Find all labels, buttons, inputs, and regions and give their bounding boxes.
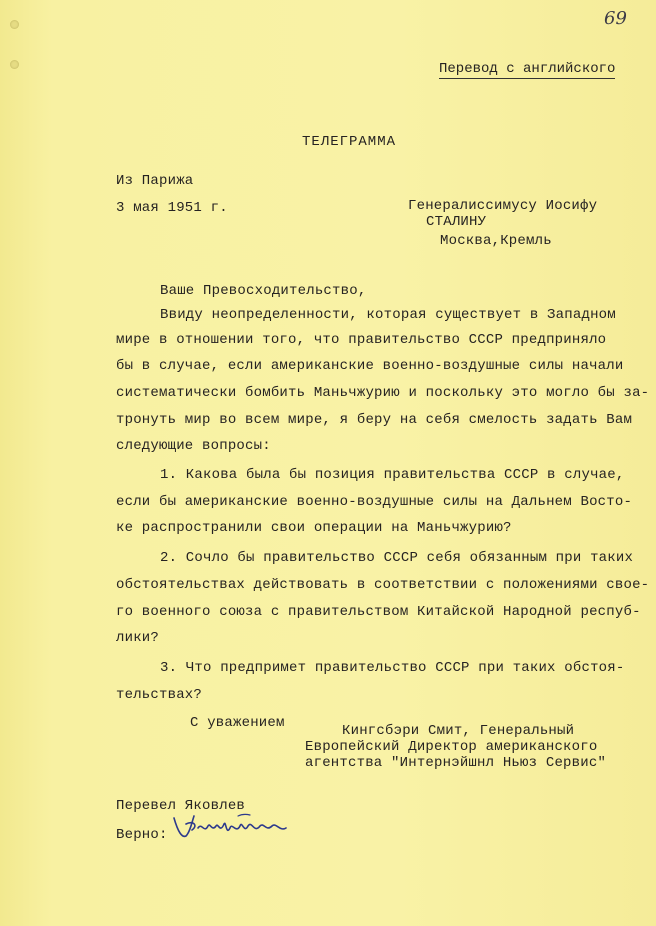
sender-line-2: Европейский Директор американского xyxy=(305,739,598,755)
question-1-line: 1. Какова была бы позиция правительства СССР в случае, xyxy=(160,467,625,483)
question-2-line: лики? xyxy=(116,630,160,646)
date-line: 3 мая 1951 г. xyxy=(116,200,228,216)
translation-note: Перевод с английского xyxy=(439,61,616,77)
recipient-line-2: СТАЛИНУ xyxy=(426,214,487,230)
question-1-line: ке распространили свои операции на Маньчжурию? xyxy=(116,520,512,536)
question-3-line: тельствах? xyxy=(116,687,203,703)
question-2-line: 2. Сочло бы правительство СССР себя обязанным при таких xyxy=(160,550,634,566)
question-1-line: если бы американские военно-воздушные силы на Дальнем Восто- xyxy=(116,494,633,510)
sender-line-3: агентства "Интернэйшнл Ньюз Сервис" xyxy=(305,755,607,771)
punch-hole xyxy=(10,20,19,29)
verified-label: Верно: xyxy=(116,827,168,843)
question-3-line: 3. Что предпримет правительство СССР при таких обстоя- xyxy=(160,660,625,676)
origin-line: Из Парижа xyxy=(116,173,194,189)
closing-regards: С уважением xyxy=(190,715,285,731)
paragraph-line: следующие вопросы: xyxy=(116,438,271,454)
translator-line: Перевел Яковлев xyxy=(116,798,246,814)
paragraph-line: бы в случае, если американские военно-воздушные силы начали xyxy=(116,358,624,374)
handwritten-signature xyxy=(168,808,298,844)
salutation: Ваше Превосходительство, xyxy=(160,283,367,299)
question-2-line: обстоятельствах действовать в соответствии с положениями свое- xyxy=(116,577,650,593)
recipient-line-1: Генералиссимусу Иосифу xyxy=(408,198,598,214)
question-2-line: го военного союза с правительством Китайской Народной респуб- xyxy=(116,604,641,620)
paragraph-line: мире в отношении того, что правительство СССР предприняло xyxy=(116,332,607,348)
page-number: 69 xyxy=(604,8,627,29)
punch-hole xyxy=(10,60,19,69)
paragraph-line: систематически бомбить Маньчжурию и поскольку это могло бы за- xyxy=(116,385,650,401)
recipient-line-3: Москва,Кремль xyxy=(440,233,552,249)
paragraph-line: Ввиду неопределенности, которая существует в Западном xyxy=(160,307,616,323)
document-title: ТЕЛЕГРАММА xyxy=(302,134,397,150)
sender-line-1: Кингсбэри Смит, Генеральный xyxy=(342,723,575,739)
paragraph-line: тронуть мир во всем мире, я беру на себя смелость задать Вам xyxy=(116,412,633,428)
